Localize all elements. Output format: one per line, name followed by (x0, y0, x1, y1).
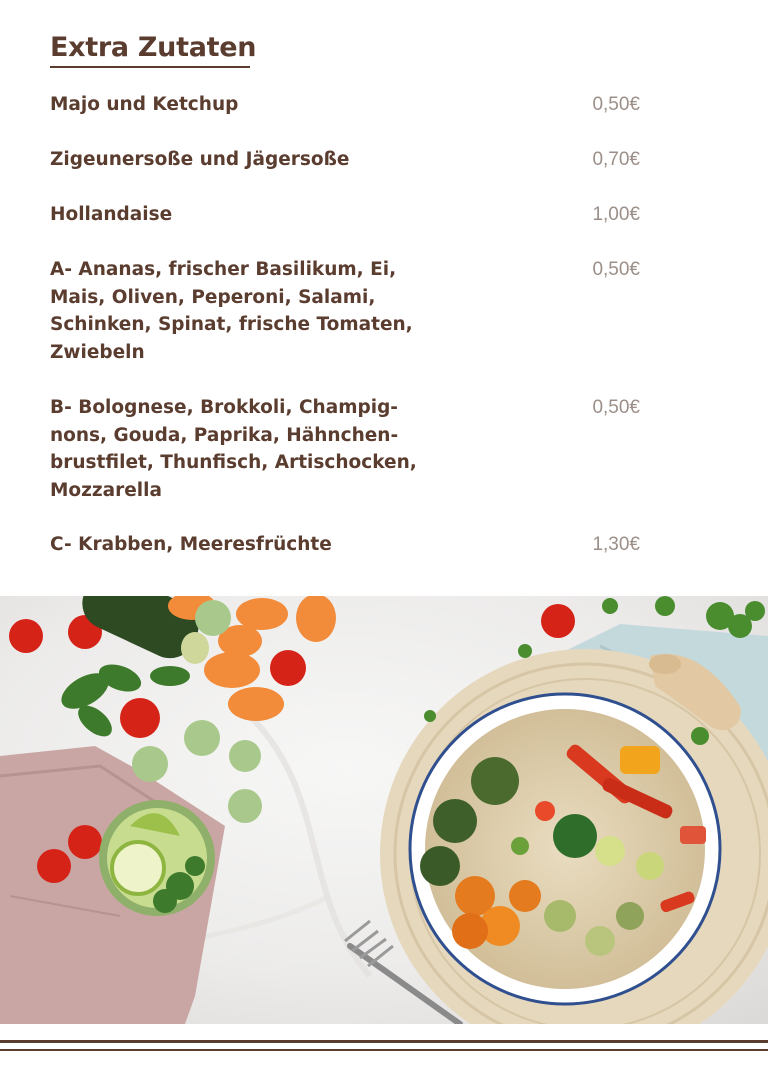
lime-bowl (99, 800, 215, 916)
item-name-text: B- Bolognese, Brokkoli, Champig-nons, Gouda, Paprika, Hähnchen-brustfilet, Thunfisch, Artischocken, Mozzarella (50, 397, 417, 501)
footer-rule-bottom (0, 1049, 768, 1051)
item-name: C- Krabben, Meeresfrüchte (50, 534, 332, 555)
item-name: Zigeunersoße und Jägersoße (50, 149, 350, 170)
item-name: Hollandaise (50, 204, 173, 225)
item-price: 1,00€ (592, 204, 640, 225)
item-price: 0,50€ (592, 94, 640, 115)
title-underline (50, 66, 250, 68)
page-title: Extra Zutaten (50, 32, 257, 63)
item-price: 0,50€ (592, 259, 640, 280)
item-name: A- Ananas, frischer Basilikum, Ei, Mais, Oliven, Peperoni, Salami, Schinken, Spinat, frische Tomaten, Zwiebeln (50, 259, 413, 363)
item-price: 0,70€ (592, 149, 640, 170)
food-illustration (0, 596, 768, 1024)
item-price: 1,30€ (592, 534, 640, 555)
item-name: Majo und Ketchup (50, 94, 239, 115)
item-price: 0,50€ (592, 397, 640, 418)
item-name (50, 394, 445, 504)
food-photo (0, 596, 768, 1024)
footer-rule-top (0, 1040, 768, 1043)
